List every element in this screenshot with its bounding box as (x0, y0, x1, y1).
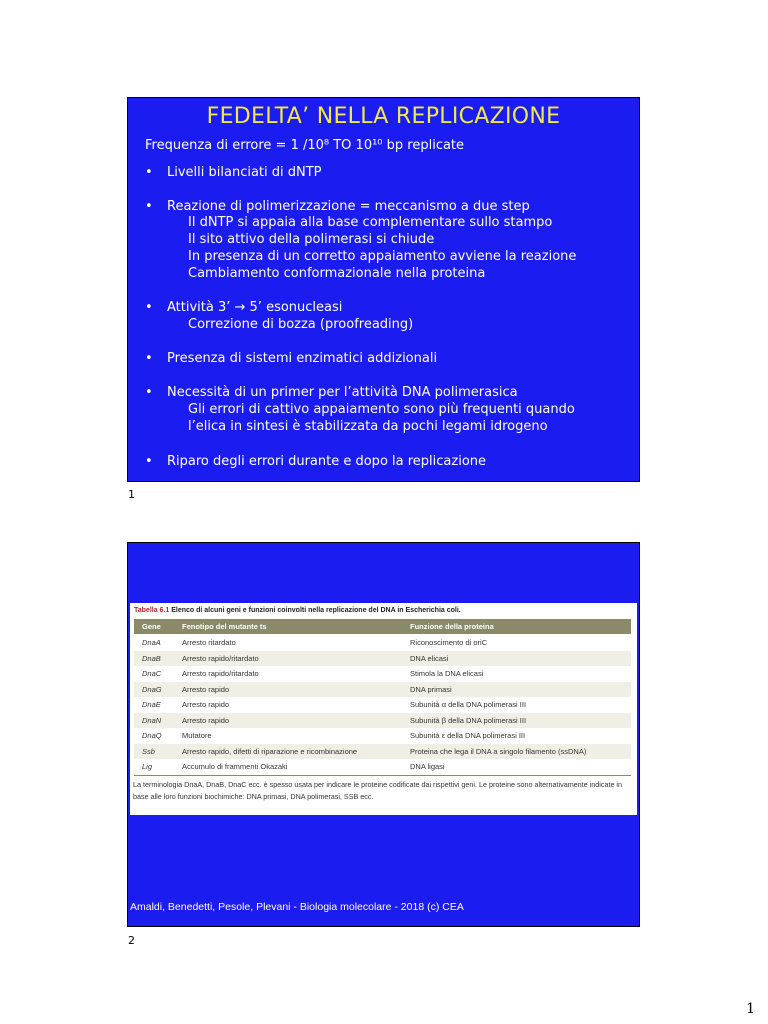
function-cell: Subunità ε della DNA polimerasi III (410, 731, 526, 740)
table-bottom-rule (134, 775, 631, 776)
bullet-text: Livelli bilanciati di dNTP (167, 165, 322, 180)
table-header (134, 619, 631, 634)
bullet-text: Riparo degli errori durante e dopo la replicazione (167, 454, 487, 469)
gene-cell: Ssb (142, 746, 155, 756)
sub-item: Correzione di bozza (proofreading) (188, 317, 414, 332)
bullet-text: Presenza di sistemi enzimatici addizionali (167, 351, 438, 366)
table-row (134, 697, 631, 712)
column-header: Fenotipo del mutante ts (182, 622, 267, 631)
gene-cell: Lig (142, 762, 153, 771)
table-row (134, 666, 631, 681)
gene-cell: DnaB (142, 653, 161, 663)
bullet-marker: • (145, 351, 153, 366)
function-cell: DNA primasi (410, 684, 452, 694)
sub-item: l’elica in sintesi è stabilizzata da pochi legami idrogeno (188, 419, 548, 434)
phenotype-cell: Arresto rapido (182, 684, 230, 694)
error-frequency-line: Frequenza di errore = 1 /10⁸ TO 10¹⁰ bp replicate (145, 138, 465, 153)
slide-2 (127, 542, 640, 927)
slide-number: 2 (128, 934, 135, 947)
function-cell: Subunità α della DNA polimerasi III (410, 700, 527, 709)
table-caption-text: Elenco di alcuni geni e funzioni coinvolti nella replicazione del DNA in Escherichia coli. (169, 607, 461, 614)
sub-item: In presenza di un corretto appaiamento avviene la reazione (188, 249, 577, 264)
phenotype-cell: Mutatore (182, 731, 212, 740)
table-row (134, 713, 631, 728)
slide-title: FEDELTA’ NELLA REPLICAZIONE (206, 104, 561, 129)
function-cell: Stimola la DNA elicasi (410, 669, 484, 678)
slide-1 (127, 97, 640, 482)
page-number: 1 (746, 1001, 755, 1017)
function-cell: Subunità β della DNA polimerasi III (410, 715, 527, 725)
table-note: La terminologia DnaA, DnaB, DnaC ecc. è spesso usata per indicare le proteine codificate dai rispettivi geni. Le proteine sono alternativamente indicate in base alle loro funzioni biochimiche: DNA primasi, DNA polimerasi, SSB ecc. (133, 780, 623, 801)
phenotype-cell: Accumulo di frammenti Okazaki (182, 762, 288, 771)
function-cell: Proteina che lega il DNA a singolo filamento (ssDNA) (410, 746, 587, 756)
slide-footer: Amaldi, Benedetti, Pesole, Plevani - Biologia molecolare - 2018 (c) CEA (130, 901, 464, 913)
sub-item: Il dNTP si appaia alla base complementare sullo stampo (188, 215, 553, 230)
function-cell: Riconoscimento di oriC (410, 638, 488, 647)
bullet-marker: • (145, 300, 153, 315)
phenotype-cell: Arresto rapido/ritardato (182, 669, 259, 678)
table-caption-label: Tabella 6.1 (134, 607, 170, 614)
gene-cell: DnaQ (142, 731, 162, 740)
gene-cell: DnaN (142, 715, 162, 725)
slide-number: 1 (128, 488, 135, 501)
bullet-marker: • (145, 199, 153, 214)
sub-item: Cambiamento conformazionale nella proteina (188, 266, 486, 281)
phenotype-cell: Arresto rapido/ritardato (182, 653, 259, 663)
bullet-text: Attività 3’ → 5’ esonucleasi (167, 300, 343, 315)
column-header: Funzione della proteina (410, 622, 494, 631)
gene-cell: DnaA (142, 638, 161, 647)
table-caption (134, 607, 461, 614)
phenotype-cell: Arresto ritardato (182, 638, 236, 647)
table-row (134, 728, 631, 743)
gene-cell: DnaC (142, 669, 162, 678)
gene-cell: DnaG (142, 684, 162, 694)
sub-item: Il sito attivo della polimerasi si chiude (188, 232, 435, 247)
table-row (134, 635, 631, 650)
function-cell: DNA elicasi (410, 653, 449, 663)
table-row (134, 759, 631, 774)
bullet-text: Reazione di polimerizzazione = meccanismo a due step (167, 199, 530, 214)
sub-item: Gli errori di cattivo appaiamento sono più frequenti quando (188, 402, 575, 417)
table-row (134, 744, 631, 759)
bullet-text: Necessità di un primer per l’attività DNA polimerasica (167, 385, 518, 400)
phenotype-cell: Arresto rapido, difetti di riparazione e ricombinazione (182, 746, 358, 756)
function-cell: DNA ligasi (410, 762, 445, 771)
phenotype-cell: Arresto rapido (182, 700, 230, 709)
bullet-marker: • (145, 385, 153, 400)
table-row (134, 682, 631, 697)
column-header: Gene (142, 622, 161, 631)
bullet-marker: • (145, 165, 153, 180)
phenotype-cell: Arresto rapido (182, 715, 230, 725)
table-row (134, 651, 631, 666)
bullet-marker: • (145, 454, 153, 469)
gene-cell: DnaE (142, 700, 161, 709)
gene-table-figure (130, 603, 637, 815)
